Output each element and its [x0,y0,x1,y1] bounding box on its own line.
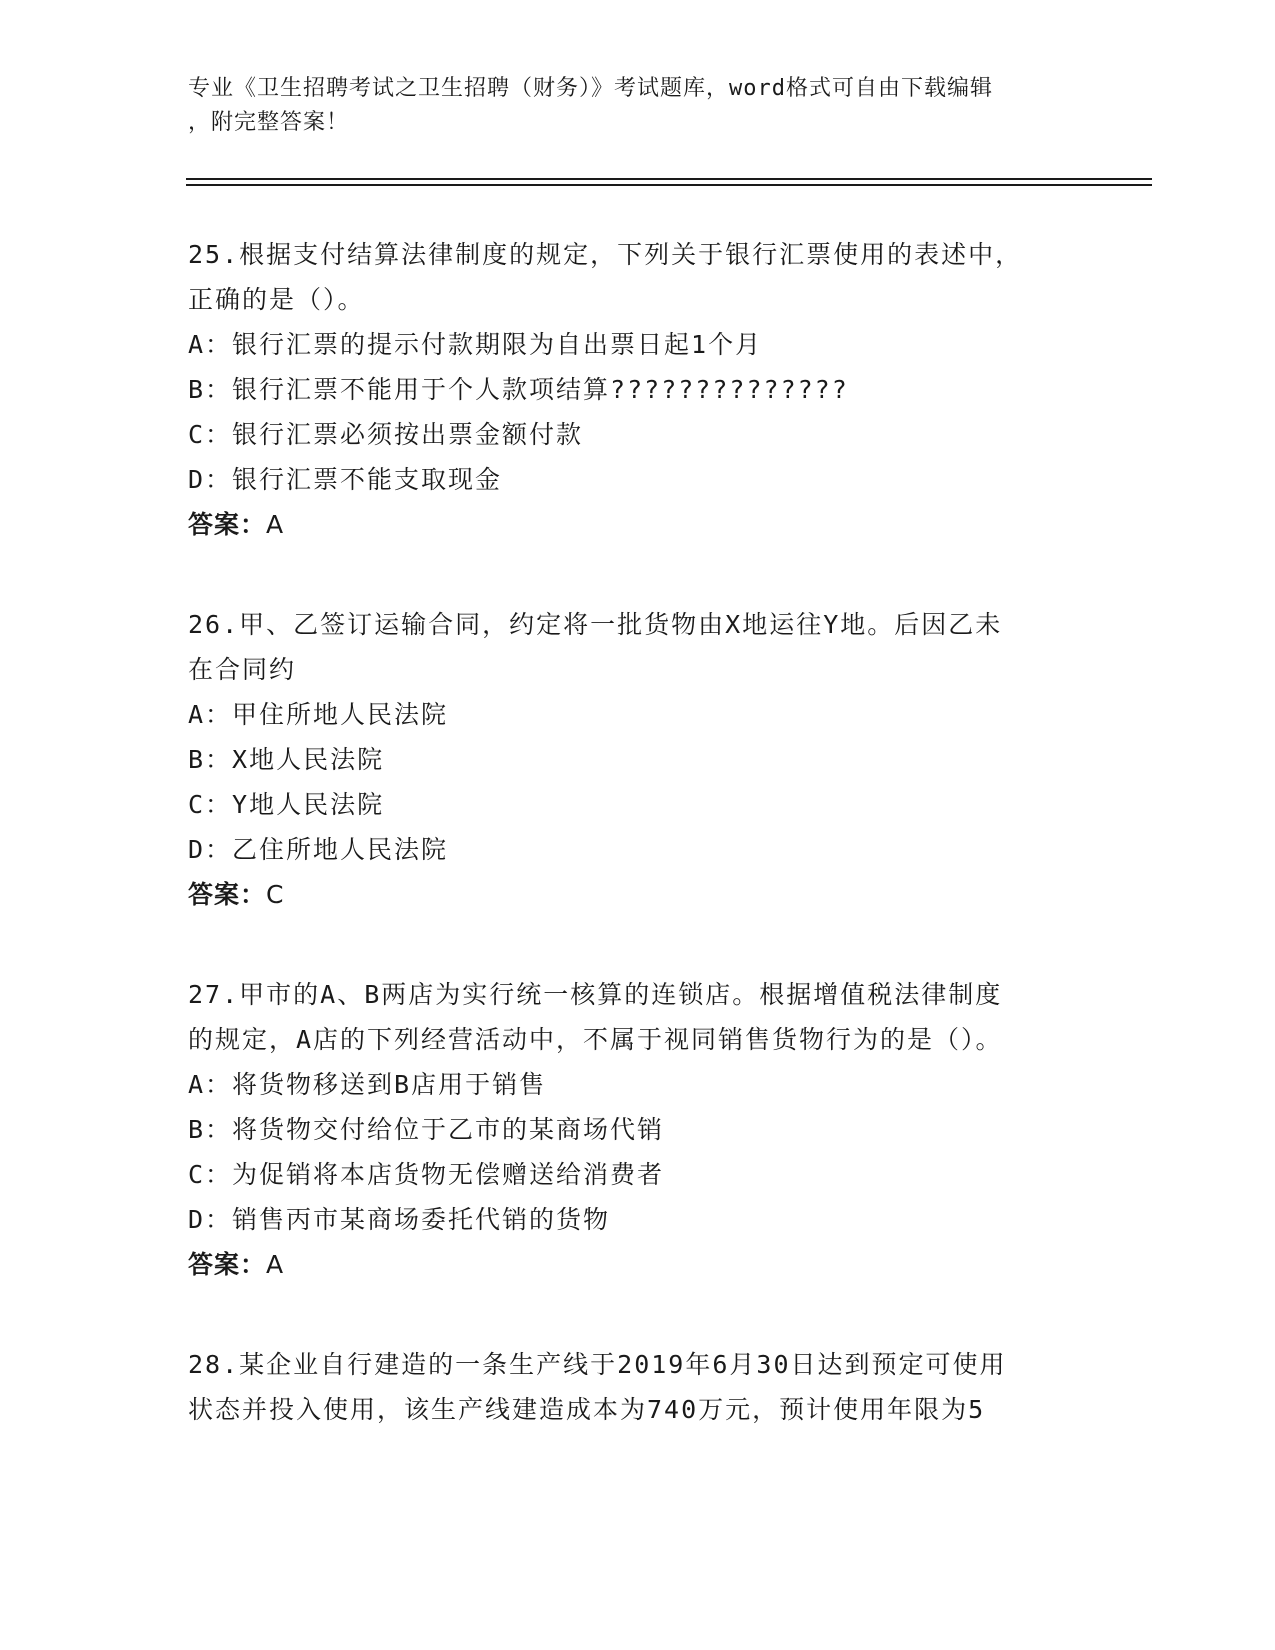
answer-line [188,872,1088,918]
answer-value: C [266,880,285,909]
header-divider-bottom [186,184,1152,186]
option-c: C：Y地人民法院 [188,790,385,819]
question-25 [188,232,1088,548]
stem-line: 正确的是（）。 [188,285,365,314]
stem-line: 27.甲市的A、B两店为实行统一核算的连锁店。根据增值税法律制度 [188,980,1003,1009]
option-d: D：销售丙市某商场委托代销的货物 [188,1205,611,1234]
stem-line: 25.根据支付结算法律制度的规定，下列关于银行汇票使用的表述中， [188,240,1023,269]
answer-line [188,502,1088,548]
question-28 [188,1342,1088,1432]
answer-line [188,1242,1088,1288]
header-divider-top [186,178,1152,180]
option-a: A：将货物移送到B店用于销售 [188,1070,547,1099]
question-stem [188,232,1088,322]
option-d: D：银行汇票不能支取现金 [188,465,503,494]
question-26 [188,602,1088,918]
option-b: B：将货物交付给位于乙市的某商场代销 [188,1115,665,1144]
answer-label: 答案： [188,510,267,539]
answer-value: A [266,1250,285,1279]
option-c: C：银行汇票必须按出票金额付款 [188,420,584,449]
stem-line: 的规定，A店的下列经营活动中，不属于视同销售货物行为的是（）。 [188,1025,1003,1054]
header-line-2: ，附完整答案！ [188,110,350,135]
question-stem [188,972,1088,1062]
option-a: A：银行汇票的提示付款期限为自出票日起1个月 [188,330,763,359]
answer-label: 答案： [188,880,267,909]
question-list [188,232,1088,1432]
option-a: A：甲住所地人民法院 [188,700,449,729]
option-d: D：乙住所地人民法院 [188,835,449,864]
answer-value: A [266,510,285,539]
question-stem [188,602,1088,692]
header-line-1: 专业《卫生招聘考试之卫生招聘（财务）》考试题库，word格式可自由下载编辑 [188,76,993,101]
page-header [188,72,1088,140]
stem-line: 状态并投入使用，该生产线建造成本为740万元，预计使用年限为5 [188,1395,986,1424]
stem-line: 26.甲、乙签订运输合同，约定将一批货物由X地运往Y地。后因乙未 [188,610,1003,639]
answer-label: 答案： [188,1250,267,1279]
stem-line: 在合同约 [188,655,297,684]
option-c: C：为促销将本店货物无偿赠送给消费者 [188,1160,665,1189]
question-27 [188,972,1088,1288]
question-stem [188,1342,1088,1432]
option-b: B：银行汇票不能用于个人款项结算?????????????? [188,375,849,404]
option-b: B：X地人民法院 [188,745,385,774]
stem-line: 28.某企业自行建造的一条生产线于2019年6月30日达到预定可使用 [188,1350,1007,1379]
